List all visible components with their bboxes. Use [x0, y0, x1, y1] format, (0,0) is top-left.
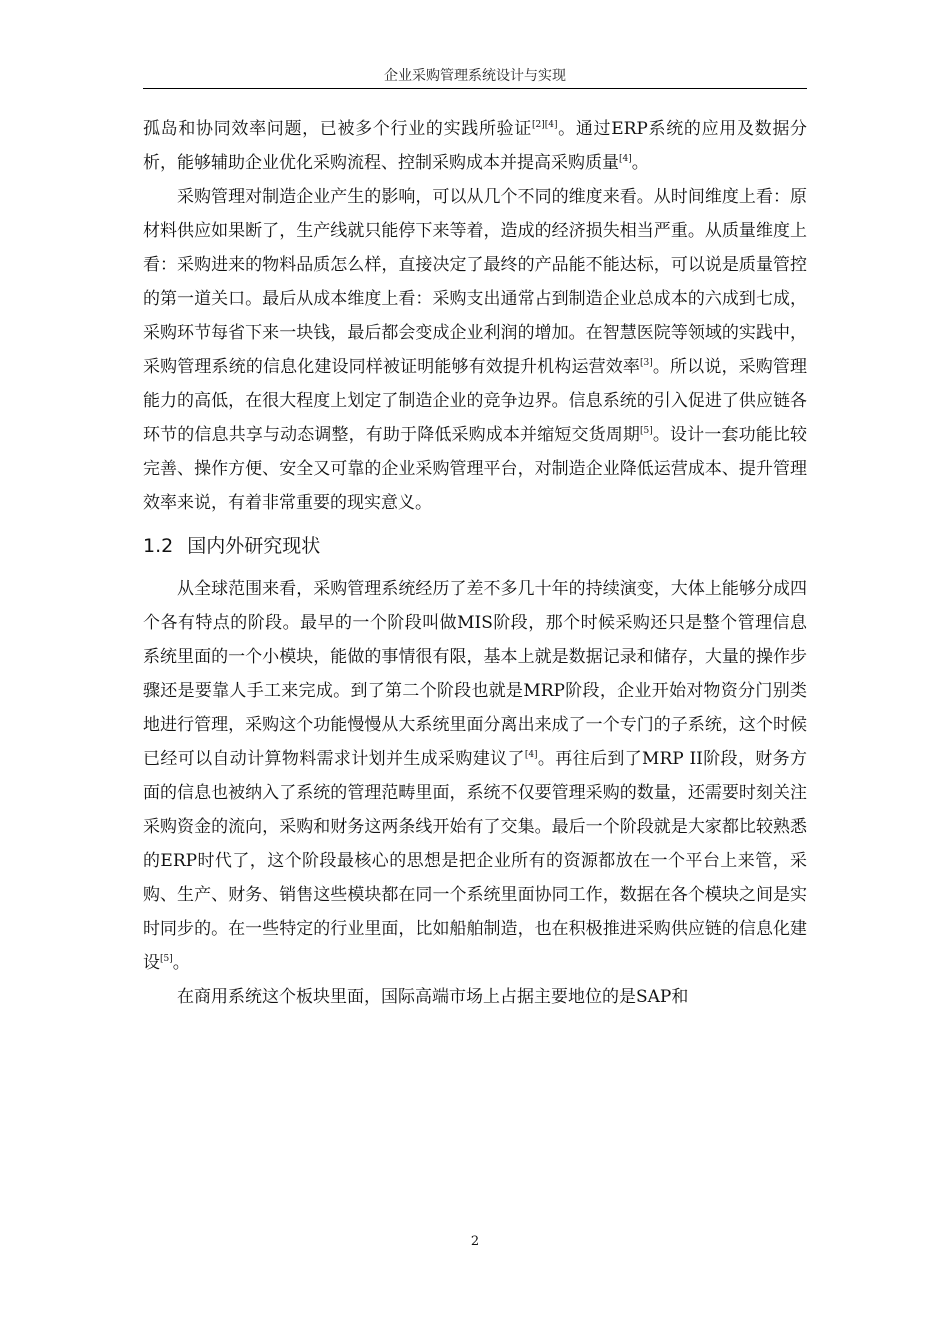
- paragraph-text: 。设计一套功能比较完善、操作方便、安全又可靠的企业采购管理平台，对制造企业降低运营成本、提升管理效率来说，有着非常重要的现实意义。: [143, 425, 808, 513]
- page-number: 2: [470, 1234, 480, 1249]
- citation: [3]: [640, 358, 653, 368]
- document-body: [143, 112, 807, 1014]
- paragraph-text: 采购管理对制造企业产生的影响，可以从几个不同的维度来看。从时间维度上看：原材料供应如果断了，生产线就只能停下来等着，造成的经济损失相当严重。从质量维度上看：采购进来的物料品质怎么样，直接决定了最终的产品能不能达标，可以说是质量管控的第一道关口。最后从成本维度上看：采购支出通常占到制造企业总成本的六成到七成，采购环节每省下来一块钱，最后都会变成企业利润的增加。在智慧医院等领域的实践中，采购管理系统的信息化建设同样被证明能够有效提升机构运营效率: [143, 187, 807, 377]
- section-title: 国内外研究现状: [187, 535, 321, 557]
- paragraph-text: 从全球范围来看，采购管理系统经历了差不多几十年的持续演变，大体上能够分成四个各有特点的阶段。最早的一个阶段叫做MIS阶段，那个时候采购还只是整个管理信息系统里面的一个小模块，能做的事情很有限，基本上就是数据记录和储存，大量的操作步骤还是要靠人手工来完成。到了第二个阶段也就是MRP阶段，企业开始对物资分门别类地进行管理，采购这个功能慢慢从大系统里面分离出来成了一个专门的子系统，这个时候已经可以自动计算物料需求计划并生成采购建议了: [143, 579, 807, 769]
- paragraph: [143, 112, 807, 180]
- header-divider: [143, 88, 807, 89]
- citation: [5]: [160, 954, 173, 964]
- paragraph-text: 在商用系统这个板块里面，国际高端市场上占据主要地位的是SAP和: [177, 987, 689, 1007]
- paragraph-text: 。通过ERP系统的应用及数据分析，能够辅助企业优化采购流程、控制采购成本并提高采购质量: [143, 119, 808, 173]
- paragraph-text: 。: [172, 953, 190, 973]
- paragraph-text: 。再往后到了MRP II阶段，财务方面的信息也被纳入了系统的管理范畴里面，系统不仅要管理采购的数量，还需要时刻关注采购资金的流向，采购和财务这两条线开始有了交集。最后一个阶段就是大家都比较熟悉的ERP时代了，这个阶段最核心的思想是把企业所有的资源都放在一个平台上来管，采购、生产、财务、销售这些模块都在同一个系统里面协同工作，数据在各个模块之间是实时同步的。在一些特定的行业里面，比如船舶制造，也在积极推进采购供应链的信息化建设: [143, 749, 808, 973]
- section-heading: [143, 529, 807, 563]
- citation: [4]: [524, 750, 538, 760]
- citation: [5]: [640, 426, 653, 436]
- running-header: 企业采购管理系统设计与实现: [384, 68, 566, 84]
- citation: [2][4]: [532, 120, 558, 130]
- section-number: 1.2: [143, 535, 174, 557]
- paragraph: [143, 572, 807, 980]
- paragraph-text: 。所以说，采购管理能力的高低，在很大程度上划定了制造企业的竞争边界。信息系统的引入促进了供应链各环节的信息共享与动态调整，有助于降低采购成本并缩短交货周期: [143, 357, 808, 445]
- paragraph-text: 。: [631, 153, 649, 173]
- citation: [4]: [619, 154, 632, 164]
- paragraph-text: 孤岛和协同效率问题，已被多个行业的实践所验证: [143, 119, 532, 139]
- paragraph: [143, 180, 807, 520]
- paragraph: [143, 980, 807, 1014]
